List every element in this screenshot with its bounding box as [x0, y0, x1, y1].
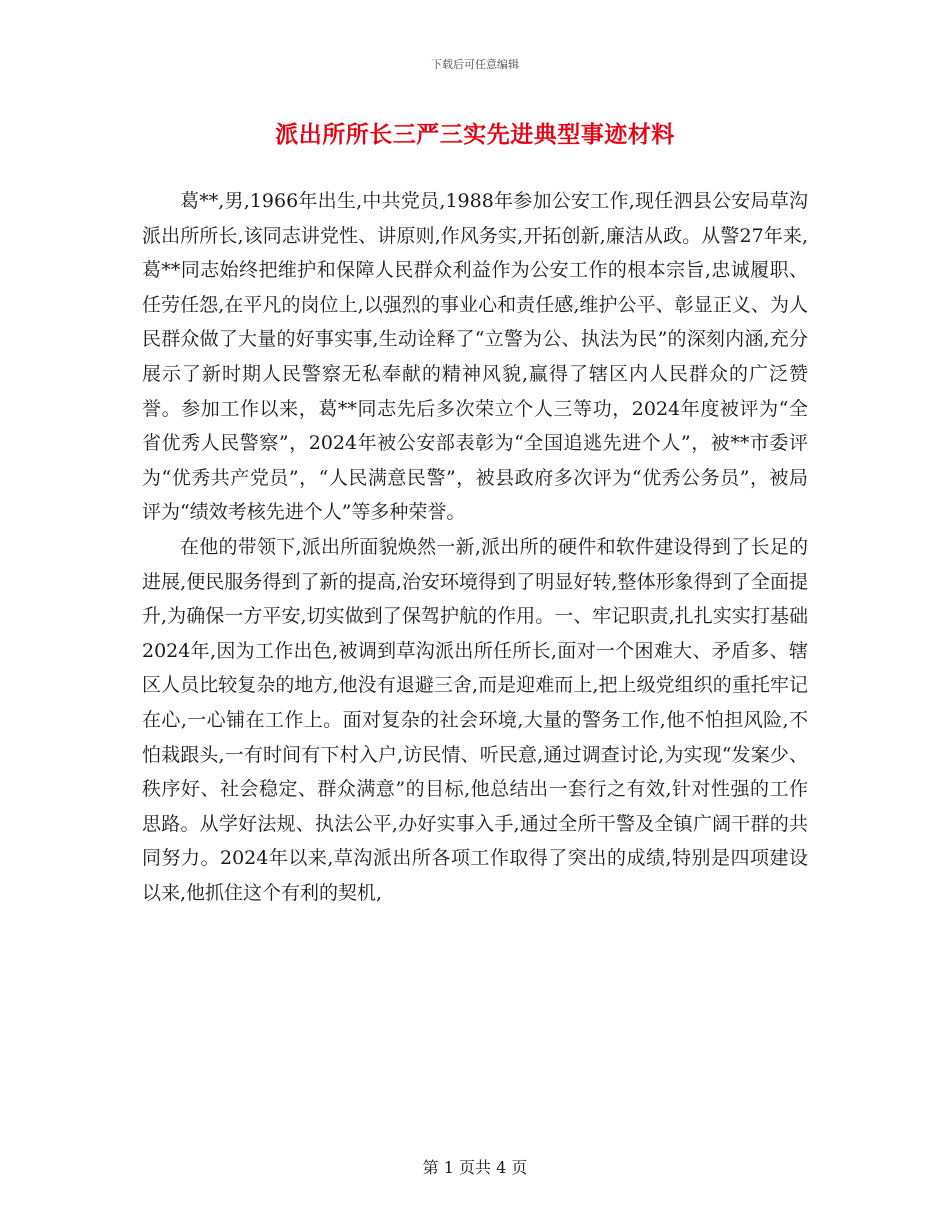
paragraph-2: 在他的带领下,派出所面貌焕然一新,派出所的硬件和软件建设得到了长足的进展,便民服务得到了新的提高,治安环境得到了明显好转,整体形象得到了全面提升,为确保一方平安,切实做到了保驾护航的作用。一、牢记职责,扎扎实实打基础2024年,因为工作出色,被调到草沟派出所任所长,面对一个困难大、矛盾多、辖区人员比较复杂的地方,他没有退避三舍,而是迎难而上,把上级党组织的重托牢记在心,一心铺在工作上。面对复杂的社会环境,大量的警务工作,他不怕担风险,不怕栽跟头,一有时间有下村入户,访民情、听民意,通过调查讨论,为实现“发案少、秩序好、社会稳定、群众满意”的目标,他总结出一套行之有效,针对性强的工作思路。从学好法规、执法公平,办好实事入手,通过全所干警及全镇广阔干群的共同努力。2024年以来,草沟派出所各项工作取得了突出的成绩,特别是四项建设以来,他抓住这个有利的契机,	[142, 535, 808, 904]
paragraph-1: 葛**,男,1966年出生,中共党员,1988年参加公安工作,现任泗县公安局草沟派出所所长,该同志讲党性、讲原则,作风务实,开拓创新,廉洁从政。从警27年来,葛**同志始终把维护和保障人民群众利益作为公安工作的根本宗旨,忠诚履职、任劳任怨,在平凡的岗位上,以强烈的事业心和责任感,维护公平、彰显正义、为人民群众做了大量的好事实事,生动诠释了“立警为公、执法为民”的深刻内涵,充分展示了新时期人民警察无私奉献的精神风貌,赢得了辖区内人民群众的广泛赞誉。参加工作以来，葛**同志先后多次荣立个人三等功，2024年度被评为“全省优秀人民警察”，2024年被公安部表彰为“全国追逃先进个人”，被**市委评为“优秀共产党员”，“人民满意民警”，被县政府多次评为“优秀公务员”，被局评为“绩效考核先进个人”等多种荣誉。	[142, 190, 808, 524]
header-note: 下载后可任意编辑	[431, 58, 519, 71]
document-title: 派出所所长三严三实先进典型事迹材料	[275, 121, 675, 148]
page-number: 第 1 页共 4 页	[422, 1158, 528, 1177]
document-body	[142, 184, 808, 910]
